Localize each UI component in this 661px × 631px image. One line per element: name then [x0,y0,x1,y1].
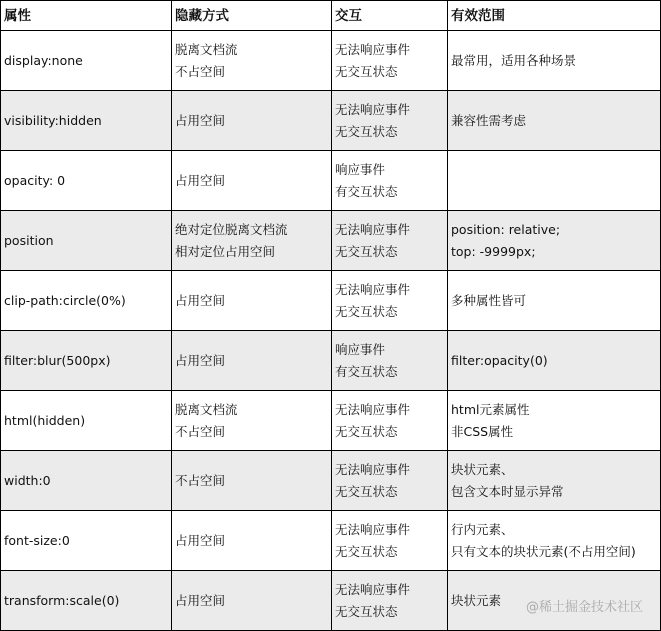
cell-interaction-line: 无法响应事件 [335,101,411,117]
cell-interaction [332,211,448,271]
cell-interaction-line: 无法响应事件 [335,281,411,297]
cell-property: clip-path:circle(0%) [1,271,172,331]
cell-hide-method [172,391,332,451]
cell-interaction [332,91,448,151]
cell-interaction-line: 无交互状态 [335,243,398,259]
cell-scope-line: 包含文本时显示异常 [451,483,564,499]
cell-hide-method-line: 占用空间 [175,532,226,548]
cell-scope [448,511,661,571]
cell-interaction-line: 响应事件 [335,341,386,357]
cell-property: opacity: 0 [1,151,172,211]
header-interaction: 交互 [332,1,448,31]
cell-scope-line: 兼容性需考虑 [451,112,527,128]
cell-hide-method-line: 占用空间 [175,352,226,368]
cell-interaction-line: 响应事件 [335,161,386,177]
cell-interaction [332,571,448,631]
cell-hide-method [172,91,332,151]
cell-scope [448,451,661,511]
cell-hide-method [172,571,332,631]
table-row [1,511,661,571]
cell-hide-method [172,31,332,91]
cell-hide-method-line: 占用空间 [175,592,226,608]
cell-interaction [332,451,448,511]
cell-hide-method-line: 占用空间 [175,292,226,308]
cell-interaction-line: 无法响应事件 [335,521,411,537]
cell-hide-method-line: 不占空间 [175,63,226,79]
cell-scope [448,211,661,271]
table-row [1,271,661,331]
cell-scope [448,151,661,211]
cell-interaction-line: 无法响应事件 [335,401,411,417]
table-row [1,31,661,91]
cell-property: visibility:hidden [1,91,172,151]
cell-interaction [332,31,448,91]
watermark-text: @稀土掘金技术社区 [525,600,643,615]
header-property: 属性 [1,1,172,31]
header-row [1,1,661,31]
cell-hide-method-line: 绝对定位脱离文档流 [175,221,288,237]
cell-scope-line: html元素属性 [451,401,530,417]
cell-interaction-line: 无法响应事件 [335,41,411,57]
cell-interaction-line: 无交互状态 [335,543,398,559]
cell-scope-line: 最常用，适用各种场景 [451,52,577,68]
cell-hide-method [172,271,332,331]
cell-interaction-line: 无法响应事件 [335,461,411,477]
cell-interaction [332,151,448,211]
cell-scope-line: 块状元素 [451,592,502,608]
cell-interaction-line: 有交互状态 [335,183,398,199]
header-scope: 有效范围 [448,1,661,31]
cell-hide-method-line: 不占空间 [175,423,226,439]
cell-interaction-line: 无交互状态 [335,603,398,619]
cell-hide-method-line: 脱离文档流 [175,41,238,57]
cell-hide-method [172,331,332,391]
table-row [1,331,661,391]
cell-scope-line: position: relative; [451,221,561,237]
cell-interaction-line: 无交互状态 [335,483,398,499]
cell-interaction-line: 有交互状态 [335,363,398,379]
header-hide-method: 隐藏方式 [172,1,332,31]
table-row [1,391,661,451]
cell-hide-method [172,151,332,211]
cell-property: display:none [1,31,172,91]
cell-scope-line: 只有文本的块状元素(不占用空间) [451,543,636,559]
table-row [1,91,661,151]
cell-property: width:0 [1,451,172,511]
cell-interaction [332,391,448,451]
cell-scope-line: filter:opacity(0) [451,352,548,368]
cell-property: position [1,211,172,271]
cell-interaction [332,331,448,391]
cell-hide-method-line: 占用空间 [175,112,226,128]
table-row [1,211,661,271]
watermark [526,596,643,615]
table-row [1,451,661,511]
cell-property: font-size:0 [1,511,172,571]
cell-scope [448,31,661,91]
cell-hide-method [172,511,332,571]
cell-interaction-line: 无交互状态 [335,123,398,139]
cell-interaction-line: 无法响应事件 [335,221,411,237]
cell-hide-method-line: 脱离文档流 [175,401,238,417]
table-row [1,151,661,211]
cell-scope-line: 非CSS属性 [451,423,514,439]
cell-hide-method-line: 相对定位占用空间 [175,243,276,259]
cell-scope [448,91,661,151]
cell-scope-line: 块状元素、 [451,461,514,477]
cell-hide-method-line: 不占空间 [175,472,226,488]
cell-hide-method-line: 占用空间 [175,172,226,188]
cell-interaction-line: 无交互状态 [335,423,398,439]
cell-scope [448,331,661,391]
cell-interaction-line: 无法响应事件 [335,581,411,597]
cell-hide-method [172,451,332,511]
cell-scope [448,391,661,451]
cell-hide-method [172,211,332,271]
cell-property: html(hidden) [1,391,172,451]
cell-interaction [332,511,448,571]
cell-scope-line: 多种属性皆可 [451,292,527,308]
cell-scope [448,271,661,331]
cell-scope-line: 行内元素、 [451,521,514,537]
cell-property: transform:scale(0) [1,571,172,631]
cell-interaction-line: 无交互状态 [335,303,398,319]
cell-scope-line: top: -9999px; [451,243,536,259]
cell-interaction-line: 无交互状态 [335,63,398,79]
cell-interaction [332,271,448,331]
cell-property: filter:blur(500px) [1,331,172,391]
